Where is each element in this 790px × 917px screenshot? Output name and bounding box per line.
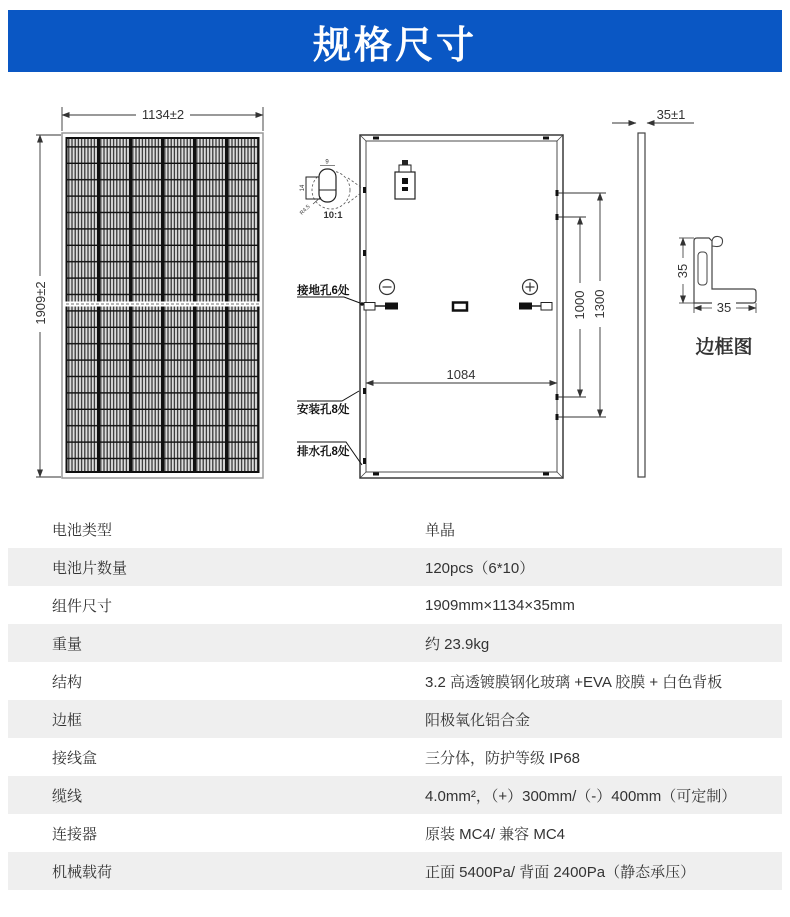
section-width-dimension: 35 bbox=[716, 300, 732, 315]
mount-span-dimension: 1084 bbox=[446, 367, 476, 382]
detail-width-dim: 9 bbox=[325, 159, 329, 166]
table-row bbox=[8, 700, 782, 738]
front-view-drawing bbox=[32, 104, 263, 478]
spec-label: 电池片数量 bbox=[52, 559, 128, 577]
back-view-drawing bbox=[296, 135, 607, 478]
table-row bbox=[8, 510, 782, 548]
page-title: 规格尺寸 bbox=[312, 24, 477, 67]
dim-1000-label: 1000 bbox=[572, 290, 587, 320]
spec-label: 接线盒 bbox=[52, 749, 98, 767]
table-row bbox=[8, 776, 782, 814]
table-row bbox=[8, 548, 782, 586]
front-height-dimension: 1909±2 bbox=[33, 281, 48, 325]
detail-height-dim: 14 bbox=[300, 184, 306, 192]
section-header-banner bbox=[8, 10, 782, 72]
section-height-dimension: 35 bbox=[675, 263, 690, 279]
cable-connectors bbox=[364, 303, 552, 311]
spec-label: 边框 bbox=[52, 711, 83, 729]
spec-value: 三分体，防护等级 IP68 bbox=[425, 749, 581, 767]
hole-detail bbox=[299, 160, 362, 222]
table-row bbox=[8, 738, 782, 776]
detail-scale-label: 10:1 bbox=[323, 210, 343, 221]
table-row bbox=[8, 662, 782, 700]
mount-holes-label: 安装孔8处 bbox=[297, 404, 350, 416]
spec-value: 1909mm×1134×35mm bbox=[425, 596, 575, 614]
table-row bbox=[8, 814, 782, 852]
detail-radius-dim: R4.5 bbox=[299, 204, 312, 217]
frame-section-caption: 边框图 bbox=[695, 337, 753, 358]
spec-value: 120pcs（6*10） bbox=[425, 559, 535, 577]
spec-value: 正面 5400Pa/ 背面 2400Pa（静态承压） bbox=[425, 863, 696, 881]
frame-section-drawing bbox=[675, 236, 756, 358]
table-row bbox=[8, 624, 782, 662]
spec-label: 结构 bbox=[52, 673, 83, 691]
spec-value: 原装 MC4/ 兼容 MC4 bbox=[425, 825, 566, 843]
side-view-drawing bbox=[612, 107, 694, 477]
dim-1300-label: 1300 bbox=[592, 289, 607, 319]
spec-label: 电池类型 bbox=[52, 521, 113, 539]
spec-label: 机械载荷 bbox=[52, 863, 113, 881]
table-row bbox=[8, 586, 782, 624]
spec-label: 重量 bbox=[52, 635, 83, 653]
thickness-dimension: 35±1 bbox=[656, 107, 686, 122]
spec-table bbox=[8, 510, 782, 890]
spec-value: 约 23.9kg bbox=[425, 635, 490, 653]
ground-holes-label: 接地孔6处 bbox=[297, 285, 350, 297]
table-row bbox=[8, 852, 782, 890]
drain-holes-label: 排水孔8处 bbox=[297, 446, 350, 458]
spec-value: 4.0mm²，（+）300mm/（-）400mm（可定制） bbox=[425, 787, 737, 805]
spec-value: 单晶 bbox=[425, 521, 456, 539]
spec-label: 缆线 bbox=[52, 787, 83, 805]
spec-label: 组件尺寸 bbox=[52, 597, 113, 615]
spec-label: 连接器 bbox=[52, 825, 98, 843]
spec-value: 3.2 高透镀膜钢化玻璃 +EVA 胶膜 + 白色背板 bbox=[425, 673, 723, 691]
technical-drawings bbox=[0, 85, 790, 505]
spec-value: 阳极氧化铝合金 bbox=[425, 711, 531, 729]
front-width-dimension: 1134±2 bbox=[141, 107, 185, 122]
